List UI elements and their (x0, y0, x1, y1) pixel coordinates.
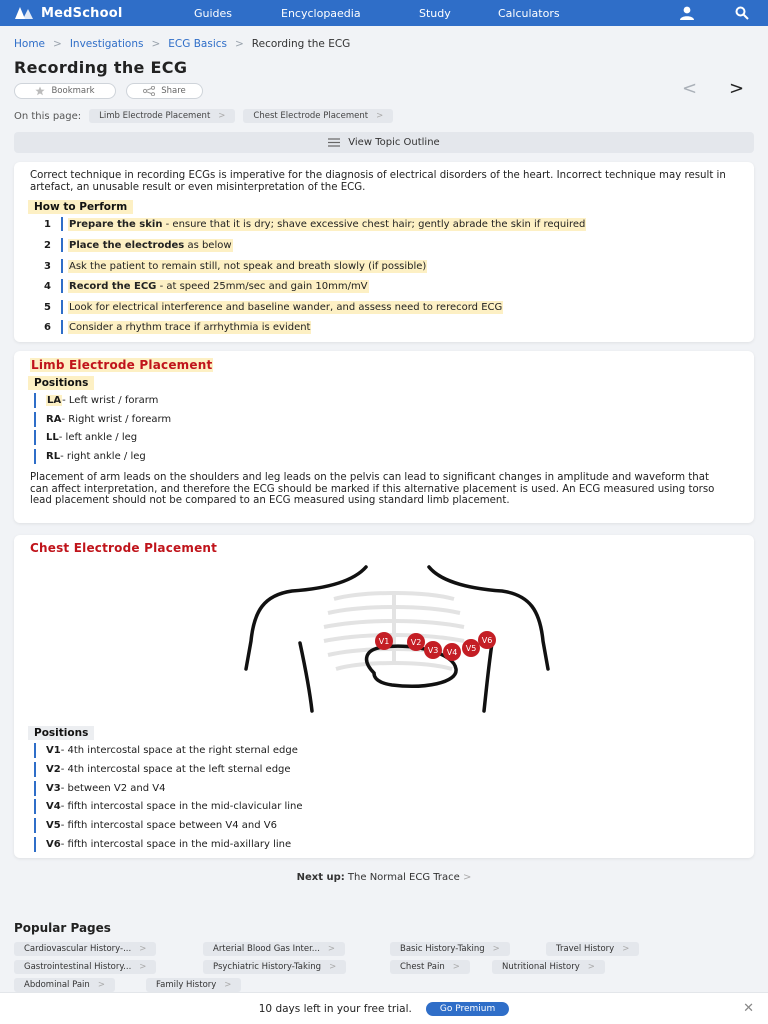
step-item (44, 217, 586, 231)
trial-text: 10 days left in your free trial. (258, 1002, 412, 1015)
chest-diagram (224, 561, 564, 721)
step-item (44, 300, 503, 314)
electrode-label: V4 (446, 648, 458, 657)
popular-page-chip[interactable] (14, 942, 156, 956)
share-label: Share (161, 86, 186, 96)
chest-code: V1 (46, 745, 61, 756)
user-icon[interactable] (679, 6, 695, 20)
step-bar (61, 217, 63, 231)
chest-desc: - 4th intercostal space at the right sternal edge (60, 745, 298, 756)
next-up-label: Next up: (296, 872, 345, 883)
nav-encyclopaedia[interactable]: Encyclopaedia (281, 6, 361, 20)
bookmark-button[interactable] (14, 83, 116, 99)
popular-page-label: Travel History (556, 944, 615, 954)
go-premium-button[interactable]: Go Premium (426, 1002, 509, 1016)
step-item (44, 320, 311, 334)
step-number: 2 (44, 239, 51, 251)
step-bar (61, 279, 63, 293)
chest-code: V5 (46, 820, 61, 831)
popular-page-label: Arterial Blood Gas Inter... (213, 944, 320, 954)
step-number: 3 (44, 260, 51, 272)
limb-card (14, 351, 754, 523)
chevron-right-icon: > (492, 944, 500, 954)
popular-page-label: Nutritional History (502, 962, 580, 972)
electrode-v5 (462, 639, 480, 657)
electrode-label: V2 (410, 638, 422, 647)
outline-label: View Topic Outline (348, 137, 440, 148)
intro-text: Correct technique in recording ECGs is imperative for the diagnosis of electrical disorders of the heart. Incorrect technique may result in artefact, an unusable result or even misinterpretation of the ECG. (30, 170, 726, 193)
chevron-right-icon: > (452, 962, 460, 972)
star-icon (35, 86, 45, 96)
limb-position-item (34, 449, 146, 464)
electrode-label: V5 (465, 644, 477, 653)
limb-desc: - left ankle / leg (58, 432, 138, 443)
popular-page-chip[interactable] (14, 978, 115, 992)
breadcrumb-separator: > (151, 38, 161, 50)
step-rest: as below (184, 239, 232, 251)
brand-name: MedSchool (41, 5, 123, 21)
electrode-v4 (443, 643, 461, 661)
step-bar (61, 320, 63, 334)
chest-desc: - between V2 and V4 (60, 783, 166, 794)
limb-desc: - Right wrist / forearm (61, 414, 172, 425)
popular-page-label: Psychiatric History-Taking (213, 962, 322, 972)
chest-code: V4 (46, 801, 61, 812)
popular-pages-title: Popular Pages (14, 921, 111, 935)
chevron-right-icon: > (327, 944, 336, 954)
limb-desc: - Left wrist / forarm (62, 395, 159, 406)
trial-banner (0, 992, 768, 1024)
limb-code: RA (46, 414, 62, 425)
chevron-right-icon: > (139, 962, 147, 972)
chest-code: V6 (46, 839, 61, 850)
step-text (68, 280, 369, 293)
breadcrumb-investigations[interactable]: Investigations (69, 38, 144, 50)
popular-page-chip[interactable] (390, 942, 510, 956)
chest-desc: - 4th intercostal space at the left sternal edge (60, 764, 291, 775)
step-rest: Look for electrical interference and baseline wander, and assess need to rerecord ECG (69, 301, 503, 313)
step-bar (61, 300, 63, 314)
breadcrumb-separator: > (53, 38, 62, 50)
chest-position-item (34, 762, 291, 777)
breadcrumb (14, 38, 350, 50)
share-button[interactable] (126, 83, 203, 99)
nav-calculators[interactable]: Calculators (498, 6, 560, 20)
chest-desc: - fifth intercostal space in the mid-axillary line (60, 839, 292, 850)
item-bar (34, 430, 36, 445)
limb-position-item (34, 393, 158, 408)
logo-icon (14, 6, 36, 20)
popular-page-label: Basic History-Taking (400, 944, 485, 954)
share-icon (143, 86, 155, 96)
limb-position-item (34, 412, 171, 427)
limb-code: LL (46, 432, 59, 443)
item-bar (34, 837, 36, 852)
chest-position-item (34, 799, 303, 814)
next-up[interactable] (0, 872, 768, 883)
chip-label: Limb Electrode Placement (99, 111, 211, 121)
breadcrumb-ecg-basics[interactable]: ECG Basics (168, 38, 227, 50)
chevron-right-icon: > (329, 962, 337, 972)
previous-page-arrow[interactable]: < (682, 78, 698, 99)
breadcrumb-home[interactable]: Home (14, 38, 46, 50)
step-text (68, 260, 427, 273)
popular-page-chip[interactable] (203, 942, 345, 956)
popular-page-chip[interactable] (546, 942, 639, 956)
electrode-v2 (407, 633, 425, 651)
popular-page-chip[interactable] (14, 960, 156, 974)
top-nav (0, 0, 768, 26)
chevron-right-icon: > (376, 111, 384, 121)
step-rest: - ensure that it is dry; shave excessive chest hair; gently abrade the skin if required (162, 218, 586, 230)
chevron-right-icon: > (463, 872, 472, 883)
electrode-v1 (375, 632, 393, 650)
popular-page-chip[interactable] (492, 960, 605, 974)
chevron-right-icon: > (139, 944, 147, 954)
step-item (44, 259, 427, 273)
step-number: 6 (44, 321, 51, 333)
next-up-link[interactable]: The Normal ECG Trace (347, 872, 460, 883)
limb-note: Placement of arm leads on the shoulders and leg leads on the pelvis can lead to significant changes in amplitude and waveform that can affect interpretation, and therefore the ECG should be marked if this alternative placement is used. An ECG measured using torso lead placement should not be compared to an ECG measured using standard limb placement. (30, 472, 715, 506)
chest-desc: - fifth intercostal space in the mid-clavicular line (60, 801, 303, 812)
search-icon[interactable] (735, 6, 749, 20)
step-rest: Consider a rhythm trace if arrhythmia is evident (69, 321, 311, 333)
chest-position-item (34, 781, 166, 796)
on-this-page-chip-chest[interactable] (243, 109, 393, 123)
step-number: 1 (44, 218, 51, 230)
electrode-v3 (424, 641, 442, 659)
item-bar (34, 781, 36, 796)
chest-card (14, 535, 754, 858)
chevron-right-icon: > (224, 980, 232, 990)
limb-position-item (34, 430, 137, 445)
step-bold: Place the electrodes (69, 239, 185, 251)
step-bold: Prepare the skin (69, 218, 163, 230)
close-icon[interactable]: ✕ (743, 1001, 754, 1016)
popular-page-label: Abdominal Pain (24, 980, 90, 990)
electrode-label: V6 (481, 636, 493, 645)
limb-code: LA (47, 395, 62, 406)
chest-position-item (34, 837, 291, 852)
chest-position-item (34, 818, 277, 833)
limb-section-title: Limb Electrode Placement (31, 358, 213, 372)
chest-desc: - fifth intercostal space between V4 and V6 (60, 820, 277, 831)
step-bar (61, 238, 63, 252)
item-bar (34, 799, 36, 814)
item-bar (34, 818, 36, 833)
step-text (68, 218, 586, 231)
page-title: Recording the ECG (14, 58, 188, 77)
step-rest: - at speed 25mm/sec and gain 10mm/mV (156, 280, 368, 292)
electrode-label: V1 (378, 637, 390, 646)
nav-guides[interactable]: Guides (194, 6, 233, 20)
electrode-label: V3 (427, 646, 439, 655)
item-bar (34, 743, 36, 758)
how-to-perform-heading: How to Perform (28, 200, 133, 214)
chest-positions-label: Positions (28, 726, 94, 740)
step-rest: Ask the patient to remain still, not speak and breath slowly (if possible) (69, 260, 427, 272)
step-text (68, 321, 311, 334)
limb-code: RL (46, 451, 61, 462)
breadcrumb-separator: > (234, 38, 244, 50)
chest-section-title: Chest Electrode Placement (30, 541, 218, 555)
on-this-page (14, 109, 393, 123)
limb-positions-label: Positions (28, 376, 94, 390)
popular-page-label: Family History (156, 980, 217, 990)
chest-code: V3 (46, 783, 61, 794)
chip-label: Chest Electrode Placement (253, 111, 369, 121)
intro-card (14, 162, 754, 342)
chevron-right-icon: > (587, 962, 595, 972)
popular-page-label: Cardiovascular History-... (24, 944, 132, 954)
step-number: 4 (44, 280, 51, 292)
chest-code: V2 (46, 764, 61, 775)
step-text (68, 239, 233, 252)
step-text (68, 301, 503, 314)
logo[interactable] (14, 6, 194, 21)
step-bar (61, 259, 63, 273)
step-bold: Record the ECG (69, 280, 157, 292)
step-item (44, 238, 233, 252)
popular-page-chip[interactable] (146, 978, 241, 992)
chevron-right-icon: > (622, 944, 630, 954)
chest-position-item (34, 743, 298, 758)
popular-page-label: Gastrointestinal History... (24, 962, 132, 972)
item-bar (34, 412, 36, 427)
on-this-page-label: On this page: (14, 110, 82, 122)
next-page-arrow[interactable]: > (729, 78, 745, 99)
step-number: 5 (44, 301, 51, 313)
view-topic-outline-button[interactable] (14, 132, 754, 153)
item-bar (34, 393, 36, 408)
step-item (44, 279, 369, 293)
on-this-page-chip-limb[interactable] (89, 109, 235, 123)
popular-page-chip[interactable] (390, 960, 470, 974)
chevron-right-icon: > (97, 980, 105, 990)
popular-page-label: Chest Pain (400, 962, 445, 972)
item-bar (34, 762, 36, 777)
electrode-v6 (478, 631, 496, 649)
bookmark-label: Bookmark (51, 86, 95, 96)
chevron-right-icon: > (218, 111, 226, 121)
popular-page-chip[interactable] (203, 960, 346, 974)
list-icon (328, 138, 340, 147)
nav-study[interactable]: Study (419, 6, 451, 20)
limb-desc: - right ankle / leg (60, 451, 146, 462)
item-bar (34, 449, 36, 464)
breadcrumb-current: Recording the ECG (251, 38, 351, 50)
